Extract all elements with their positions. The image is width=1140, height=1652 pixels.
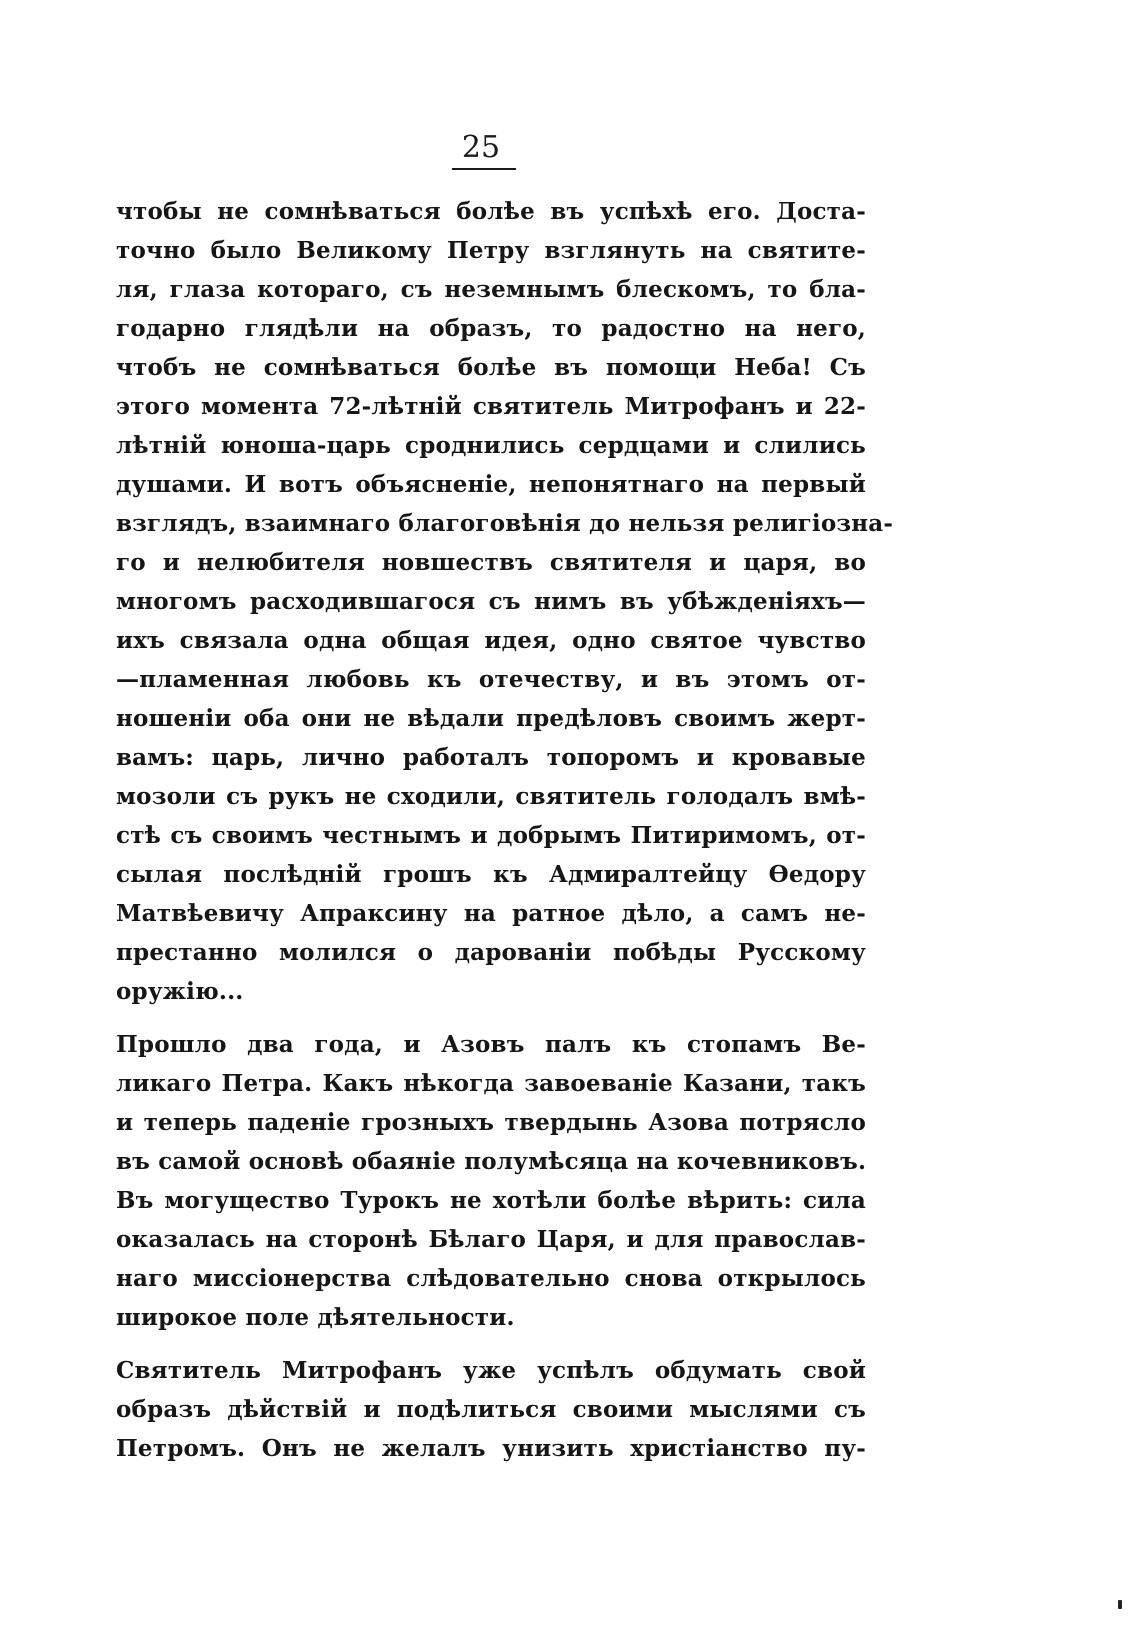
page-number: 25 — [461, 130, 501, 165]
text-line: го и нелюбителя новшествъ святителя и царя, во — [116, 549, 866, 576]
text-line: —пламенная любовь къ отечеству, и въ этомъ от- — [116, 666, 866, 693]
text-line: лѣтній юноша-царь сроднились сердцами и слились — [116, 432, 866, 459]
text-line: стѣ съ своимъ честнымъ и добрымъ Питиримомъ, от- — [116, 822, 866, 849]
text-line: оружію... — [116, 978, 244, 1005]
text-line: сылая послѣдній грошъ къ Адмиралтейцу Ѳедору — [116, 861, 866, 888]
text-line: ликаго Петра. Какъ нѣкогда завоеваніе Казани, такъ — [116, 1070, 866, 1097]
text-line: Матвѣевичу Апраксину на ратное дѣло, а самъ не- — [116, 900, 866, 927]
paragraph-2 — [116, 1025, 866, 1337]
body-text — [116, 192, 894, 1468]
text-line: и теперь паденіе грозныхъ твердынь Азова потрясло — [116, 1109, 866, 1136]
text-line: этого момента 72-лѣтній святитель Митрофанъ и 22- — [116, 393, 866, 420]
text-line: чтобъ не сомнѣваться болѣе въ помощи Неба! Съ — [116, 354, 866, 381]
text-line: наго миссіонерства слѣдовательно снова открылось — [116, 1265, 866, 1292]
text-line: многомъ расходившагося съ нимъ въ убѣжденіяхъ— — [116, 588, 866, 615]
scan-speck — [1118, 1600, 1122, 1609]
text-line: оказалась на сторонѣ Бѣлаго Царя, и для православ- — [116, 1226, 866, 1253]
text-line: точно было Великому Петру взглянуть на святите- — [116, 237, 866, 264]
paragraph-1 — [116, 192, 894, 1011]
text-line: душами. И вотъ объясненіе, непонятнаго на первый — [116, 471, 866, 498]
text-line: въ самой основѣ обаяніе полумѣсяца на кочевниковъ. — [116, 1148, 867, 1175]
text-line: ношеніи оба они не вѣдали предѣловъ своимъ жерт- — [116, 705, 866, 732]
paragraph-3 — [116, 1351, 866, 1468]
text-line: вамъ: царь, лично работалъ топоромъ и кровавые — [116, 744, 866, 771]
text-line: ихъ связала одна общая идея, одно святое чувство — [116, 627, 866, 654]
text-line: годарно глядѣли на образъ, то радостно на него, — [116, 315, 866, 342]
text-line: Прошло два года, и Азовъ палъ къ стопамъ Ве- — [116, 1031, 866, 1058]
page-number-rule — [452, 168, 516, 170]
text-line: Въ могущество Турокъ не хотѣли болѣе вѣрить: сила — [116, 1187, 866, 1214]
text-line: широкое поле дѣятельности. — [116, 1304, 515, 1331]
text-line: Петромъ. Онъ не желалъ унизить христіанство пу- — [116, 1435, 866, 1462]
text-line: чтобы не сомнѣваться болѣе въ успѣхѣ его. Доста- — [116, 198, 866, 225]
text-line: мозоли съ рукъ не сходили, святитель голодалъ вмѣ- — [116, 783, 866, 810]
text-line: Святитель Митрофанъ уже успѣлъ обдумать свой — [116, 1357, 866, 1384]
text-line: престанно молился о дарованіи побѣды Русскому — [116, 939, 866, 966]
text-line: ля, глаза котораго, съ неземнымъ блескомъ, то бла- — [116, 276, 866, 303]
text-line: взглядъ, взаимнаго благоговѣнія до нельзя религіозна- — [116, 510, 894, 537]
text-line: образъ дѣйствій и подѣлиться своими мыслями съ — [116, 1396, 866, 1423]
